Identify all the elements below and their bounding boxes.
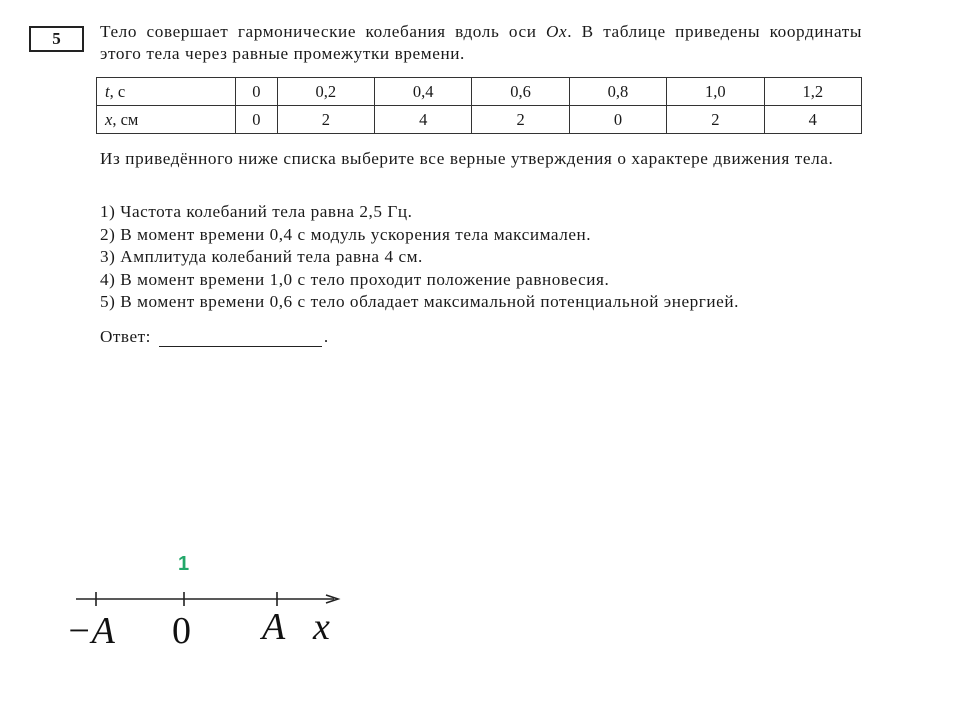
task-intro-part1: Тело совершает гармонические колебания вдоль оси — [100, 22, 547, 41]
table-row-time — [97, 78, 862, 106]
answer-label: Ответ: — [100, 327, 151, 346]
option-1: 1) Частота колебаний тела равна 2,5 Гц. — [100, 202, 413, 221]
table-cell: 2 — [667, 106, 764, 134]
task-intro-axis: Ox — [546, 22, 568, 41]
table-cell: 4 — [375, 106, 472, 134]
table-cell: 0 — [569, 106, 666, 134]
task-intro — [100, 21, 862, 65]
table-cell: 4 — [764, 106, 861, 134]
label-neg-amp: −A — [66, 610, 115, 652]
table-cell: 2 — [472, 106, 569, 134]
table-header-time: t, с — [97, 78, 236, 106]
options-list — [100, 201, 870, 314]
table-cell: 1,0 — [667, 78, 764, 106]
label-zero: 0 — [172, 610, 191, 652]
table-cell: 0 — [236, 78, 278, 106]
table-cell: 2 — [277, 106, 374, 134]
table-row-coordinate — [97, 106, 862, 134]
answer-input-line[interactable] — [159, 330, 322, 347]
table-cell: 1,2 — [764, 78, 861, 106]
option-5: 5) В момент времени 0,6 с тело обладает максимальной потенциальной энергией. — [100, 292, 739, 311]
answer-row — [100, 327, 329, 347]
table-cell: 0,4 — [375, 78, 472, 106]
label-axis-x: x — [313, 606, 330, 648]
answer-end: . — [323, 327, 329, 346]
table-header-coordinate: x, см — [97, 106, 236, 134]
task-number: 5 — [52, 29, 61, 48]
table-cell: 0,8 — [569, 78, 666, 106]
option-4: 4) В момент времени 1,0 с тело проходит положение равновесия. — [100, 269, 610, 289]
option-2: 2) В момент времени 0,4 с модуль ускорения тела максимален. — [100, 224, 592, 244]
handwritten-number: 1 — [178, 553, 190, 575]
option-3: 3) Амплитуда колебаний тела равна 4 см. — [100, 247, 423, 266]
table-cell: 0,2 — [277, 78, 374, 106]
table-cell: 0,6 — [472, 78, 569, 106]
question-text: Из приведённого ниже списка выберите все верные утверждения о характере движения тела. — [100, 149, 834, 168]
task-number-box — [29, 26, 84, 52]
coordinate-table — [96, 77, 862, 134]
table-cell: 0 — [236, 106, 278, 134]
label-pos-amp: A — [262, 606, 286, 648]
task-intro-part2: . В таблице приведены координаты этого тела через равные промежутки времени. — [100, 22, 862, 63]
